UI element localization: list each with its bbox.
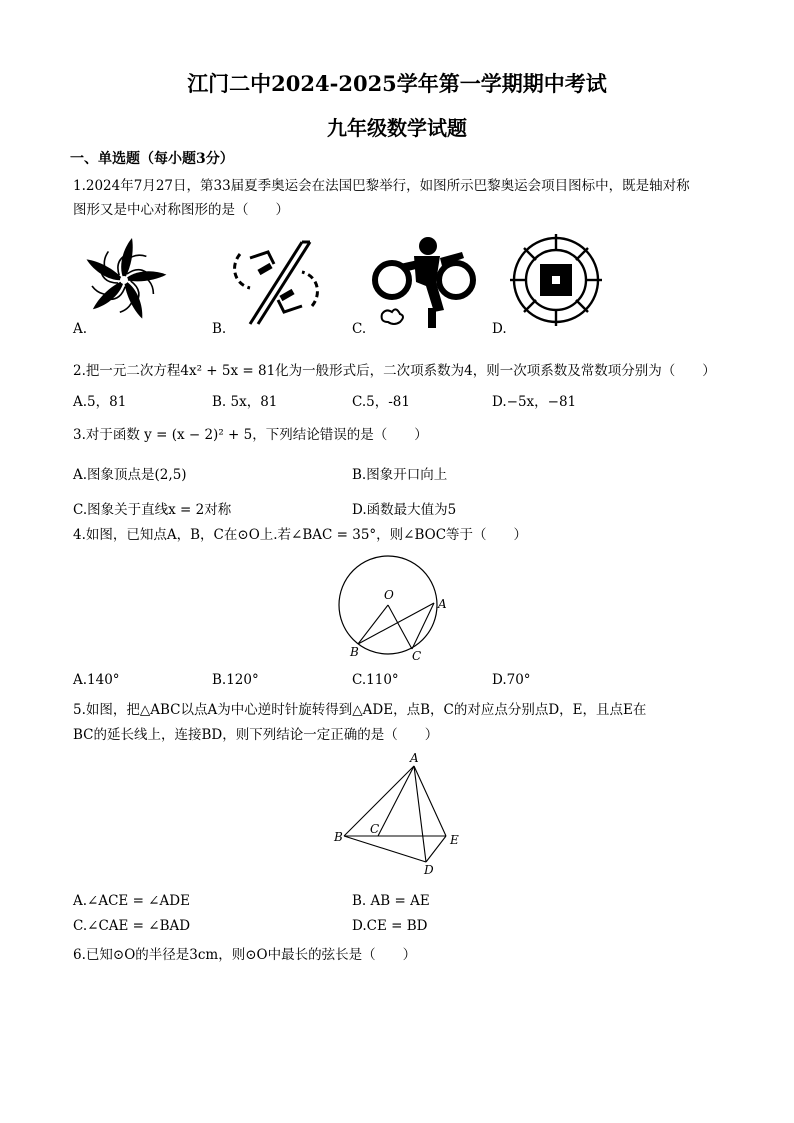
q1-icon-a-pinwheel xyxy=(82,234,166,326)
q1-option-b: B. xyxy=(212,321,227,337)
q2-option-d: D.−5x，−81 xyxy=(492,394,577,410)
q4-label-o: O xyxy=(384,588,394,602)
q2-stem: 2.把一元二次方程4x² + 5x = 81化为一般形式后，二次项系数为4，则一次项系数及常数项分别为（ ） xyxy=(73,363,716,379)
section-heading: 一、单选题（每小题3分） xyxy=(70,151,234,167)
q5-rotation-figure xyxy=(330,750,470,880)
exam-subtitle: 九年级数学试题 xyxy=(327,116,467,140)
q5-label-c: C xyxy=(370,822,380,836)
q4-option-a: A.140° xyxy=(73,672,120,688)
q3-option-b: B.图象开口向上 xyxy=(352,467,448,483)
q4-stem: 4.如图，已知点A，B，C在⊙O上.若∠BAC = 35°，则∠BOC等于（ ） xyxy=(73,527,528,543)
q5-stem-line2: BC的延长线上，连接BD，则下列结论一定正确的是（ ） xyxy=(73,727,439,743)
q2-option-c: C.5，-81 xyxy=(352,394,410,410)
q4-option-b: B.120° xyxy=(212,672,259,688)
q1-icon-c-cycling-icon xyxy=(370,234,480,330)
q1-option-c: C. xyxy=(352,321,367,337)
q5-label-b: B xyxy=(334,830,343,844)
q4-label-a: A xyxy=(438,597,447,611)
q5-stem-line1: 5.如图，把△ABC以点A为中心逆时针旋转得到△ADE，点B，C的对应点分别点D，E，且点E在 xyxy=(73,702,647,718)
q5-option-b: B. AB = AE xyxy=(352,893,430,909)
q3-option-c: C.图象关于直线x = 2对称 xyxy=(73,502,232,518)
q5-label-d: D xyxy=(424,863,434,877)
q5-option-d: D.CE = BD xyxy=(352,918,428,934)
q1-option-d: D. xyxy=(492,321,507,337)
q3-stem: 3.对于函数 y = (x − 2)² + 5，下列结论错误的是（ ） xyxy=(73,427,428,443)
q3-option-a: A.图象顶点是(2,5) xyxy=(73,467,187,483)
q5-option-c: C.∠CAE = ∠BAD xyxy=(73,918,191,934)
q4-circle-figure xyxy=(330,556,460,666)
q6-stem: 6.已知⊙O的半径是3cm，则⊙O中最长的弦长是（ ） xyxy=(73,947,417,963)
q1-icon-b-hockey-icon xyxy=(228,236,324,328)
q5-label-a: A xyxy=(410,751,419,765)
q4-label-c: C xyxy=(412,649,422,663)
q5-option-a: A.∠ACE = ∠ADE xyxy=(73,893,190,909)
q2-option-a: A.5，81 xyxy=(73,394,127,410)
q4-option-c: C.110° xyxy=(352,672,399,688)
q2-option-b: B. 5x，81 xyxy=(212,394,278,410)
q1-stem-line2: 图形又是中心对称图形的是（ ） xyxy=(73,202,289,218)
q4-option-d: D.70° xyxy=(492,672,531,688)
exam-title: 江门二中2024-2025学年第一学期期中考试 xyxy=(187,71,607,96)
q3-option-d: D.函数最大值为5 xyxy=(352,502,457,518)
q1-icon-d-target-icon xyxy=(510,234,602,326)
q5-label-e: E xyxy=(450,833,459,847)
q4-label-b: B xyxy=(350,645,359,659)
q1-stem-line1: 1.2024年7月27日，第33届夏季奥运会在法国巴黎举行，如图所示巴黎奥运会项目图标中，既是轴对称 xyxy=(73,178,690,194)
q1-option-a: A. xyxy=(73,321,88,337)
